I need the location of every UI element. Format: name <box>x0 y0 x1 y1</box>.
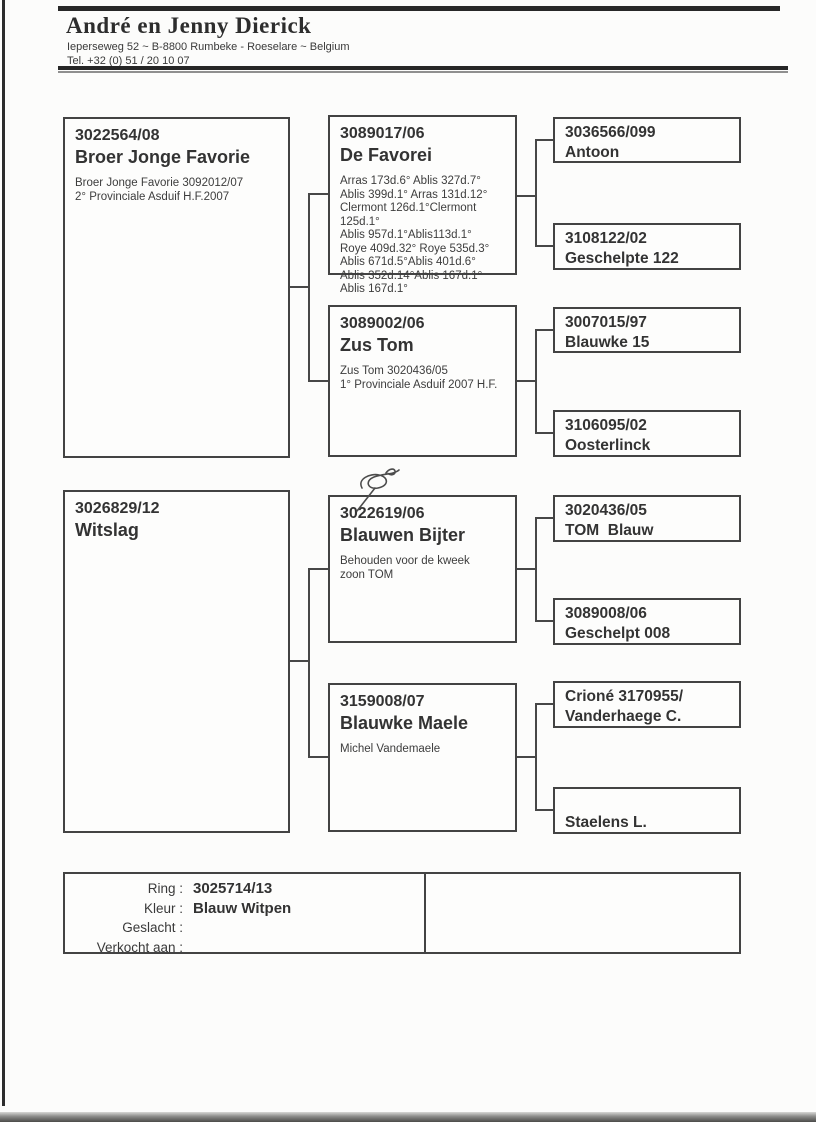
scan-edge-line <box>2 0 5 1106</box>
ring-number: 3036566/099 <box>565 124 656 141</box>
geslacht-label: Geslacht : <box>122 920 183 935</box>
pedigree-box-mother-dam-dam <box>553 787 741 834</box>
header-top-rule <box>58 6 780 11</box>
ring-number: 3020436/05 <box>565 502 647 519</box>
connector-line <box>308 568 310 758</box>
connector-line <box>310 380 328 382</box>
ring-number: 3007015/97 <box>565 314 647 331</box>
pigeon-name: Witslag <box>75 520 139 540</box>
connector-line <box>290 286 310 288</box>
ring-row <box>65 879 424 899</box>
geslacht-row <box>65 918 424 938</box>
header-bottom-rule <box>58 66 788 73</box>
pedigree-box-father-sire <box>328 115 517 295</box>
connector-line <box>517 568 537 570</box>
pigeon-details: Behouden voor de kweek zoon TOM <box>340 555 470 581</box>
kleur-label: Kleur : <box>143 900 183 916</box>
connector-line <box>537 517 553 519</box>
connector-line <box>537 620 553 622</box>
connector-line <box>310 756 328 758</box>
connector-line <box>310 568 328 570</box>
connector-line <box>308 193 310 382</box>
pigeon-name: Antoon <box>565 144 620 161</box>
pigeon-details: Broer Jonge Favorie 3092012/07 2° Provinciale Asduif H.F.2007 <box>75 177 244 203</box>
kleur-row <box>65 899 424 919</box>
pigeon-name: Blauwke Maele <box>340 713 469 733</box>
ring-number: 3089002/06 <box>340 315 425 332</box>
verkocht-row <box>65 938 424 958</box>
pedigree-box-father-sire-sire <box>553 117 741 163</box>
connector-line <box>537 329 553 331</box>
loft-address: Ieperseweg 52 ~ B-8800 Rumbeke - Roeselare ~ Belgium <box>67 41 350 53</box>
pedigree-box-mother-dam-sire <box>553 681 741 728</box>
pedigree-box-father-dam-sire <box>553 307 741 353</box>
connector-line <box>310 193 328 195</box>
kleur-value: Blauw Witpen <box>193 899 292 917</box>
ring-number: 3089017/06 <box>340 125 425 142</box>
ring-number: 3022619/06 <box>340 505 425 522</box>
verkocht-label: Verkocht aan : <box>96 939 183 955</box>
scan-bottom-shadow <box>0 1112 816 1122</box>
connector-line <box>537 139 553 141</box>
pedigree-box-mother-dam <box>328 683 517 832</box>
pigeon-name: Blauwen Bijter <box>340 525 466 545</box>
pedigree-box-father-dam <box>328 305 517 457</box>
connector-line <box>535 703 537 811</box>
pigeon-name: De Favorei <box>340 145 433 165</box>
pedigree-box-father-dam-dam <box>553 410 741 457</box>
pigeon-name: Geschelpt 008 <box>565 625 671 642</box>
pedigree-box-mother-sire-sire <box>553 495 741 542</box>
pigeon-details: Michel Vandemaele <box>340 743 441 755</box>
ring-number: 3026829/12 <box>75 500 160 517</box>
handwritten-scribble <box>348 466 418 522</box>
ring-number: 3089008/06 <box>565 605 647 622</box>
connector-line <box>537 703 553 705</box>
pigeon-name: Zus Tom <box>340 335 414 355</box>
ring-number: 3022564/08 <box>75 127 160 144</box>
connector-line <box>535 139 537 247</box>
pigeon-name: TOM Blauw <box>565 522 654 539</box>
ring-number: 3159008/07 <box>340 693 425 710</box>
pedigree-box-father-sire-dam <box>553 223 741 270</box>
ring-label: Ring : <box>147 881 183 896</box>
loft-owner-title: André en Jenny Dierick <box>66 13 312 38</box>
pigeon-name: Vanderhaege C. <box>565 708 682 725</box>
ring-info-panel <box>63 872 741 954</box>
connector-line <box>537 809 553 811</box>
pedigree-box-mother-sire-dam <box>553 598 741 645</box>
connector-line <box>535 329 537 434</box>
pedigree-box-father <box>63 117 290 458</box>
connector-line <box>537 432 553 434</box>
pigeon-name: Oosterlinck <box>565 437 651 454</box>
connector-line <box>537 245 553 247</box>
ring-number: Crioné 3170955/ <box>565 688 684 705</box>
pedigree-box-mother <box>63 490 290 833</box>
ring-number <box>565 793 729 813</box>
connector-line <box>535 517 537 622</box>
pigeon-name: Broer Jonge Favorie <box>75 147 251 167</box>
ring-number: 3106095/02 <box>565 417 647 434</box>
loft-phone: Tel. +32 (0) 51 / 20 10 07 <box>67 55 190 67</box>
connector-line <box>517 380 537 382</box>
ring-number: 3108122/02 <box>565 230 647 247</box>
race-results: Arras 173d.6° Ablis 327d.7° Ablis 399d.1° Arras 131d.12° Clermont 126d.1°Clermont 125d.1° Ablis 957d.1°Ablis113d.1° Roye 409d.32° Roye 535d.3° Ablis 671d.5°Ablis 401d.6° Ablis 352d.14°Ablis 167d.1° Ablis 167d.1° <box>340 175 490 295</box>
connector-line <box>290 660 310 662</box>
connector-line <box>517 756 537 758</box>
panel-divider <box>424 874 426 952</box>
pigeon-name: Blauwke 15 <box>565 334 650 351</box>
ring-value: 3025714/13 <box>193 880 273 897</box>
ring-info-fields <box>65 874 424 955</box>
pigeon-details: Zus Tom 3020436/05 1° Provinciale Asduif 2007 H.F. <box>340 365 498 391</box>
pigeon-name: Geschelpte 122 <box>565 250 679 267</box>
connector-line <box>517 195 537 197</box>
pigeon-name: Staelens L. <box>565 814 647 831</box>
